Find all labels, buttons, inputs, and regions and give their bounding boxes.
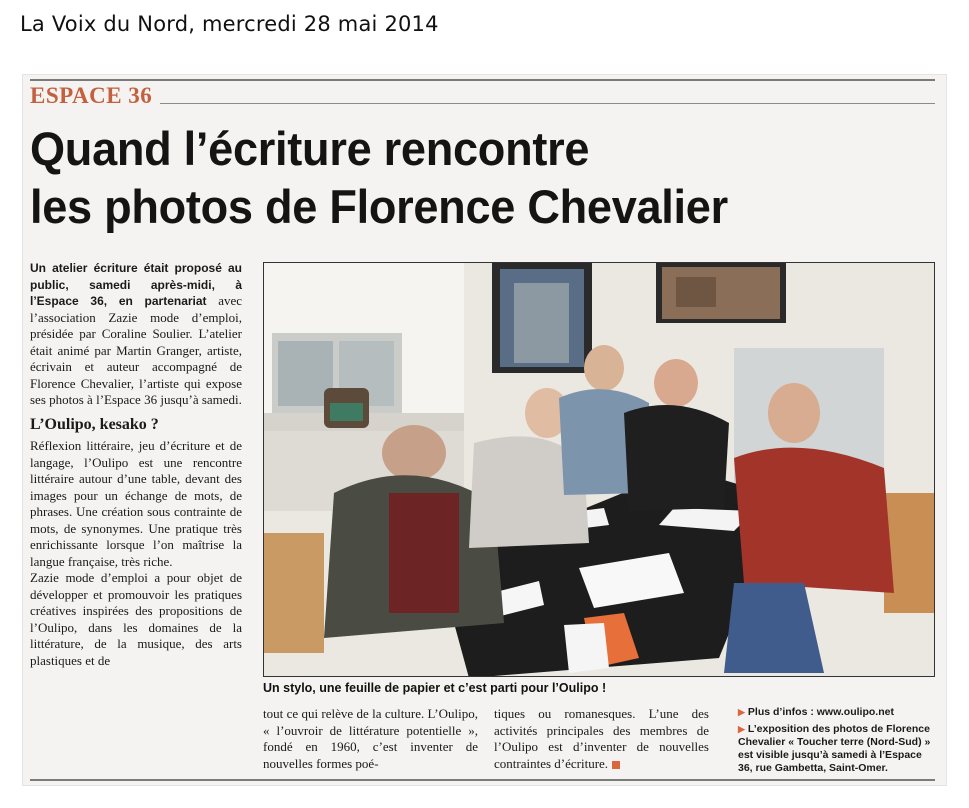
triangle-bullet-icon: ▶ (738, 707, 745, 717)
body-paragraph-1: Réflexion littéraire, jeu d’écriture et de langage, l’Oulipo est une rencontre littéraire autour d’une table, devant des images pour un échange de mots, de phrases. Une création sous contrainte de mots, de synonymes. Une pratique très enrichissante lorsque l’on maîtrise la langue française, très riche. (30, 438, 242, 569)
article-column-middle-2 (494, 706, 709, 772)
headline (30, 120, 894, 236)
info-line-2 (738, 723, 936, 775)
lead-bold: Un atelier écriture était proposé au public, samedi après-midi, à l’Espace 36, en partenariat (30, 261, 242, 308)
body-paragraph-2: Zazie mode d’emploi a pour objet de développer et promouvoir les pratiques créatives inspirées des propositions de l’Oulipo, dans les domaines de la littérature, de la musique, des arts plastiques et de (30, 570, 242, 668)
framed-photo-icon (492, 263, 592, 373)
lead-paragraph (30, 260, 242, 409)
headline-line-2: les photos de Florence Chevalier (30, 180, 728, 233)
framed-photo-icon-2 (656, 263, 786, 323)
rubric-rule (160, 103, 935, 104)
top-rule (30, 79, 935, 81)
end-mark-icon (612, 761, 620, 769)
lead-text: avec l’association Zazie mode d’emploi, présidée par Coraline Soulier. L’atelier était animé par Martin Granger, artiste, écrivain et auteur accompagné de Florence Chevalier, l’artiste qui expose ses photos à l’Espace 36 jusqu’à samedi. (30, 293, 243, 407)
bottom-rule (30, 779, 935, 781)
article-column-middle-1 (263, 706, 478, 772)
info-box (738, 706, 936, 779)
body-continuation-2-text: tiques ou romanesques. L’une des activités principales des membres de l’Oulipo est d’inventer de nouvelles contraintes d’écriture. (494, 706, 709, 771)
body-continuation-1: tout ce qui relève de la culture. L’Oulipo, « l’ouvroir de littérature potentielle », fondé en 1960, c’est inventer de nouvelles formes poé- (263, 706, 478, 771)
section-rubric: ESPACE 36 (30, 83, 153, 108)
headline-line-1: Quand l’écriture rencontre (30, 122, 590, 175)
info-line-1 (738, 706, 936, 719)
workshop-photo-illustration (264, 263, 935, 677)
info-line-2-text: L’exposition des photos de Florence Chevalier « Toucher terre (Nord-Sud) » est visible jusqu’à samedi à l’Espace 36, rue Gambetta, Saint-Omer. (738, 723, 931, 774)
article-photo (263, 262, 935, 677)
article-column-left (30, 260, 242, 669)
info-line-1-text: Plus d’infos : www.oulipo.net (747, 706, 894, 718)
photo-caption: Un stylo, une feuille de papier et c’est parti pour l’Oulipo ! (263, 681, 607, 695)
subheading: L’Oulipo, kesako ? (30, 415, 159, 433)
body-continuation-2 (494, 706, 709, 772)
newspaper-source: La Voix du Nord, mercredi 28 mai 2014 (20, 12, 439, 36)
triangle-bullet-icon: ▶ (738, 724, 745, 734)
